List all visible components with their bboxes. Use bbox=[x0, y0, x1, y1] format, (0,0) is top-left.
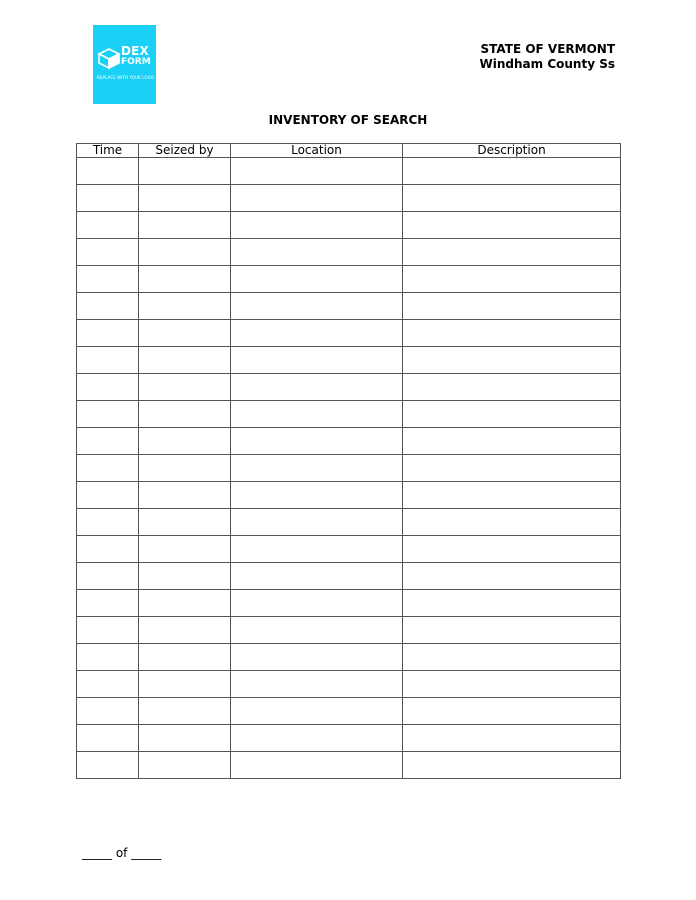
table-row bbox=[77, 509, 621, 536]
cell-description[interactable] bbox=[403, 239, 621, 266]
cell-description[interactable] bbox=[403, 158, 621, 185]
cell-description[interactable] bbox=[403, 725, 621, 752]
cell-time[interactable] bbox=[77, 212, 139, 239]
cell-description[interactable] bbox=[403, 536, 621, 563]
document-title: INVENTORY OF SEARCH bbox=[268, 113, 428, 127]
cell-description[interactable] bbox=[403, 509, 621, 536]
column-header-location: Location bbox=[231, 144, 403, 158]
cell-seized-by[interactable] bbox=[139, 752, 231, 779]
cell-location[interactable] bbox=[231, 725, 403, 752]
cell-seized-by[interactable] bbox=[139, 536, 231, 563]
cell-seized-by[interactable] bbox=[139, 266, 231, 293]
cell-seized-by[interactable] bbox=[139, 725, 231, 752]
cell-time[interactable] bbox=[77, 401, 139, 428]
table-row bbox=[77, 698, 621, 725]
cell-seized-by[interactable] bbox=[139, 671, 231, 698]
cell-description[interactable] bbox=[403, 482, 621, 509]
cell-description[interactable] bbox=[403, 347, 621, 374]
cell-time[interactable] bbox=[77, 266, 139, 293]
cell-description[interactable] bbox=[403, 401, 621, 428]
cell-description[interactable] bbox=[403, 455, 621, 482]
table-row bbox=[77, 455, 621, 482]
cell-time[interactable] bbox=[77, 617, 139, 644]
table-row bbox=[77, 671, 621, 698]
cell-time[interactable] bbox=[77, 428, 139, 455]
inventory-table bbox=[76, 143, 621, 779]
cell-location[interactable] bbox=[231, 401, 403, 428]
cell-description[interactable] bbox=[403, 752, 621, 779]
cell-location[interactable] bbox=[231, 266, 403, 293]
cell-seized-by[interactable] bbox=[139, 293, 231, 320]
cell-seized-by[interactable] bbox=[139, 563, 231, 590]
logo-tagline: REPLACE WITH YOUR LOGO bbox=[97, 75, 155, 80]
cell-seized-by[interactable] bbox=[139, 644, 231, 671]
table-row bbox=[77, 347, 621, 374]
cell-time[interactable] bbox=[77, 752, 139, 779]
cell-time[interactable] bbox=[77, 509, 139, 536]
table-row bbox=[77, 239, 621, 266]
table-row bbox=[77, 536, 621, 563]
cell-time[interactable] bbox=[77, 239, 139, 266]
cell-location[interactable] bbox=[231, 374, 403, 401]
cell-seized-by[interactable] bbox=[139, 239, 231, 266]
cell-location[interactable] bbox=[231, 482, 403, 509]
state-name: STATE OF VERMONT bbox=[480, 42, 615, 56]
cell-description[interactable] bbox=[403, 320, 621, 347]
cell-time[interactable] bbox=[77, 671, 139, 698]
cell-seized-by[interactable] bbox=[139, 428, 231, 455]
cell-time[interactable] bbox=[77, 698, 139, 725]
cell-seized-by[interactable] bbox=[139, 401, 231, 428]
table-row bbox=[77, 482, 621, 509]
cell-description[interactable] bbox=[403, 617, 621, 644]
cell-description[interactable] bbox=[403, 212, 621, 239]
cell-time[interactable] bbox=[77, 347, 139, 374]
cell-description[interactable] bbox=[403, 698, 621, 725]
cell-location[interactable] bbox=[231, 509, 403, 536]
logo-wordmark bbox=[121, 46, 151, 68]
cell-location[interactable] bbox=[231, 644, 403, 671]
logo-line2: FORM bbox=[121, 57, 151, 67]
table-row bbox=[77, 185, 621, 212]
cell-location[interactable] bbox=[231, 752, 403, 779]
table-row bbox=[77, 590, 621, 617]
cell-time[interactable] bbox=[77, 563, 139, 590]
column-header-seized-by: Seized by bbox=[139, 144, 231, 158]
cell-time[interactable] bbox=[77, 644, 139, 671]
cell-location[interactable] bbox=[231, 698, 403, 725]
table-row bbox=[77, 293, 621, 320]
cell-seized-by[interactable] bbox=[139, 590, 231, 617]
cell-location[interactable] bbox=[231, 671, 403, 698]
cell-description[interactable] bbox=[403, 563, 621, 590]
cell-description[interactable] bbox=[403, 185, 621, 212]
cell-description[interactable] bbox=[403, 266, 621, 293]
table-row bbox=[77, 752, 621, 779]
table-row bbox=[77, 428, 621, 455]
cell-seized-by[interactable] bbox=[139, 212, 231, 239]
cell-location[interactable] bbox=[231, 590, 403, 617]
logo-box-icon bbox=[96, 45, 122, 71]
table-row bbox=[77, 725, 621, 752]
table-row bbox=[77, 644, 621, 671]
table-row bbox=[77, 266, 621, 293]
cell-time[interactable] bbox=[77, 158, 139, 185]
cell-description[interactable] bbox=[403, 374, 621, 401]
cell-location[interactable] bbox=[231, 563, 403, 590]
cell-location[interactable] bbox=[231, 185, 403, 212]
cell-time[interactable] bbox=[77, 590, 139, 617]
table-row bbox=[77, 401, 621, 428]
table-row bbox=[77, 158, 621, 185]
cell-location[interactable] bbox=[231, 617, 403, 644]
cell-description[interactable] bbox=[403, 671, 621, 698]
cell-description[interactable] bbox=[403, 293, 621, 320]
table-row bbox=[77, 320, 621, 347]
cell-location[interactable] bbox=[231, 293, 403, 320]
cell-location[interactable] bbox=[231, 536, 403, 563]
cell-time[interactable] bbox=[77, 482, 139, 509]
cell-location[interactable] bbox=[231, 347, 403, 374]
cell-time[interactable] bbox=[77, 374, 139, 401]
cell-seized-by[interactable] bbox=[139, 617, 231, 644]
cell-location[interactable] bbox=[231, 455, 403, 482]
cell-time[interactable] bbox=[77, 536, 139, 563]
cell-location[interactable] bbox=[231, 239, 403, 266]
cell-time[interactable] bbox=[77, 725, 139, 752]
cell-seized-by[interactable] bbox=[139, 509, 231, 536]
jurisdiction-header bbox=[480, 42, 615, 72]
cell-seized-by[interactable] bbox=[139, 374, 231, 401]
cell-location[interactable] bbox=[231, 212, 403, 239]
column-header-time: Time bbox=[77, 144, 139, 158]
cell-description[interactable] bbox=[403, 590, 621, 617]
cell-location[interactable] bbox=[231, 428, 403, 455]
table-header-row bbox=[77, 144, 621, 158]
cell-time[interactable] bbox=[77, 455, 139, 482]
table-row bbox=[77, 374, 621, 401]
cell-seized-by[interactable] bbox=[139, 320, 231, 347]
cell-seized-by[interactable] bbox=[139, 158, 231, 185]
logo-line1: DEX bbox=[121, 44, 150, 58]
cell-description[interactable] bbox=[403, 644, 621, 671]
cell-time[interactable] bbox=[77, 320, 139, 347]
cell-time[interactable] bbox=[77, 185, 139, 212]
table-row bbox=[77, 617, 621, 644]
cell-seized-by[interactable] bbox=[139, 482, 231, 509]
cell-description[interactable] bbox=[403, 428, 621, 455]
cell-seized-by[interactable] bbox=[139, 347, 231, 374]
cell-location[interactable] bbox=[231, 320, 403, 347]
cell-seized-by[interactable] bbox=[139, 698, 231, 725]
cell-seized-by[interactable] bbox=[139, 185, 231, 212]
cell-location[interactable] bbox=[231, 158, 403, 185]
cell-time[interactable] bbox=[77, 293, 139, 320]
county-name: Windham County Ss bbox=[479, 57, 615, 71]
table-row bbox=[77, 212, 621, 239]
inventory-body bbox=[77, 158, 621, 779]
cell-seized-by[interactable] bbox=[139, 455, 231, 482]
company-logo bbox=[93, 25, 156, 104]
table-row bbox=[77, 563, 621, 590]
page-count: _____ of _____ bbox=[82, 846, 162, 860]
column-header-description: Description bbox=[403, 144, 621, 158]
